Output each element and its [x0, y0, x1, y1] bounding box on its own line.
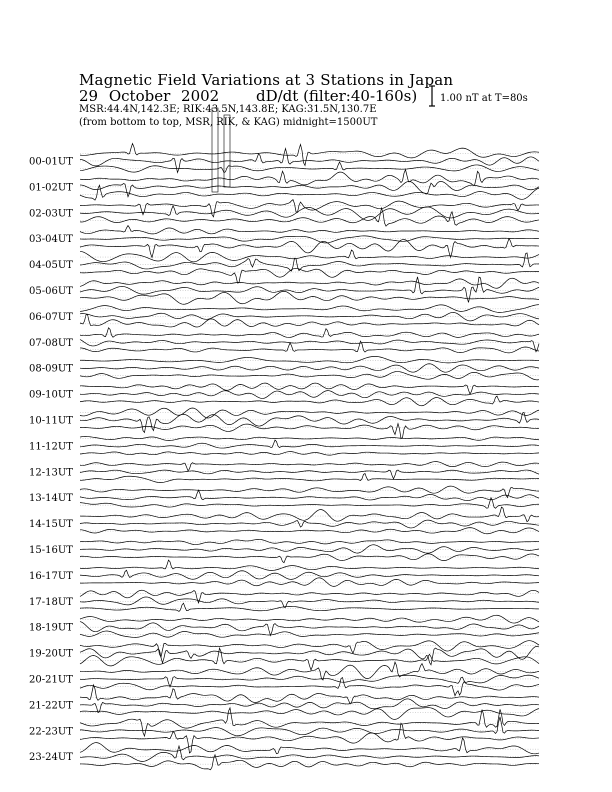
station-trace — [80, 278, 539, 288]
hour-label: 10-11UT — [29, 415, 73, 427]
station-trace — [80, 440, 539, 448]
station-trace — [80, 528, 539, 534]
hour-label: 08-09UT — [29, 363, 73, 375]
hour-label: 06-07UT — [29, 311, 73, 323]
station-trace — [80, 738, 539, 754]
station-trace — [80, 646, 539, 664]
station-trace — [80, 312, 539, 320]
hour-label: 02-03UT — [29, 208, 73, 220]
station-trace — [80, 470, 539, 479]
station-trace — [80, 554, 539, 563]
station-trace — [80, 685, 539, 704]
station-trace — [80, 474, 539, 483]
station-trace — [80, 507, 539, 522]
hour-label: 01-02UT — [29, 182, 73, 194]
station-trace — [80, 490, 539, 501]
station-trace — [80, 462, 539, 471]
station-trace — [80, 641, 539, 657]
station-trace — [80, 356, 539, 362]
station-trace — [80, 424, 539, 439]
station-trace — [80, 436, 539, 440]
hour-label: 14-15UT — [29, 519, 73, 531]
hour-label: 15-16UT — [29, 544, 73, 556]
hour-label: 13-14UT — [29, 493, 73, 505]
station-trace — [80, 396, 539, 406]
station-trace — [80, 622, 539, 636]
hour-label: 09-10UT — [29, 389, 73, 401]
hour-label: 11-12UT — [29, 441, 73, 453]
station-trace — [80, 162, 539, 172]
station-trace — [80, 590, 539, 603]
station-trace — [80, 452, 539, 456]
station-trace — [80, 226, 539, 234]
station-trace — [80, 578, 539, 587]
station-trace — [80, 498, 539, 509]
station-order-note: (from bottom to top, MSR, RIK, & KAG) midnight=1500UT — [79, 117, 378, 128]
station-trace — [80, 603, 539, 611]
hour-label: 23-24UT — [29, 752, 73, 764]
hour-label: 18-19UT — [29, 622, 73, 634]
station-trace — [80, 746, 539, 761]
station-trace — [80, 236, 539, 243]
station-trace — [80, 631, 539, 637]
hour-label: 20-21UT — [29, 674, 73, 686]
hour-label: 03-04UT — [29, 234, 73, 246]
station-trace — [80, 328, 539, 338]
chart-date: 29 October 2002 — [79, 87, 220, 105]
hour-label: 05-06UT — [29, 285, 73, 297]
hour-label: 21-22UT — [29, 700, 73, 712]
station-trace — [80, 560, 539, 570]
station-trace — [80, 200, 539, 217]
station-trace — [80, 545, 539, 553]
station-trace — [80, 597, 539, 607]
hour-label: 04-05UT — [29, 260, 73, 272]
hour-label: 22-23UT — [29, 726, 73, 738]
station-trace — [80, 755, 539, 770]
station-trace — [80, 170, 539, 186]
station-trace — [80, 699, 539, 713]
station-trace — [80, 675, 539, 687]
hour-label: 07-08UT — [29, 337, 73, 349]
station-trace — [80, 206, 539, 221]
station-trace — [80, 708, 539, 720]
station-trace — [80, 268, 539, 283]
event-marker — [224, 115, 230, 187]
station-trace — [80, 520, 539, 528]
station-trace — [80, 570, 539, 579]
hour-label: 00-01UT — [29, 156, 73, 168]
station-trace — [80, 250, 539, 262]
station-trace — [80, 486, 539, 498]
scale-bar-label: 1.00 nT at T=80s — [440, 93, 528, 104]
chart-quantity: dD/dt (filter:40-160s) — [256, 87, 418, 105]
chart-title: Magnetic Field Variations at 3 Stations in Japan — [79, 71, 454, 89]
hour-label: 16-17UT — [29, 570, 73, 582]
station-trace — [80, 717, 539, 736]
station-trace — [80, 305, 539, 313]
hour-label: 19-20UT — [29, 648, 73, 660]
station-trace — [80, 208, 539, 226]
station-trace — [80, 144, 539, 166]
station-trace — [80, 615, 539, 623]
hour-label: 12-13UT — [29, 467, 73, 479]
hour-label: 17-18UT — [29, 596, 73, 608]
station-coordinates: MSR:44.4N,142.3E; RIK:43.5N,143.8E; KAG:31.5N,130.7E — [79, 104, 377, 115]
station-trace — [80, 239, 539, 258]
